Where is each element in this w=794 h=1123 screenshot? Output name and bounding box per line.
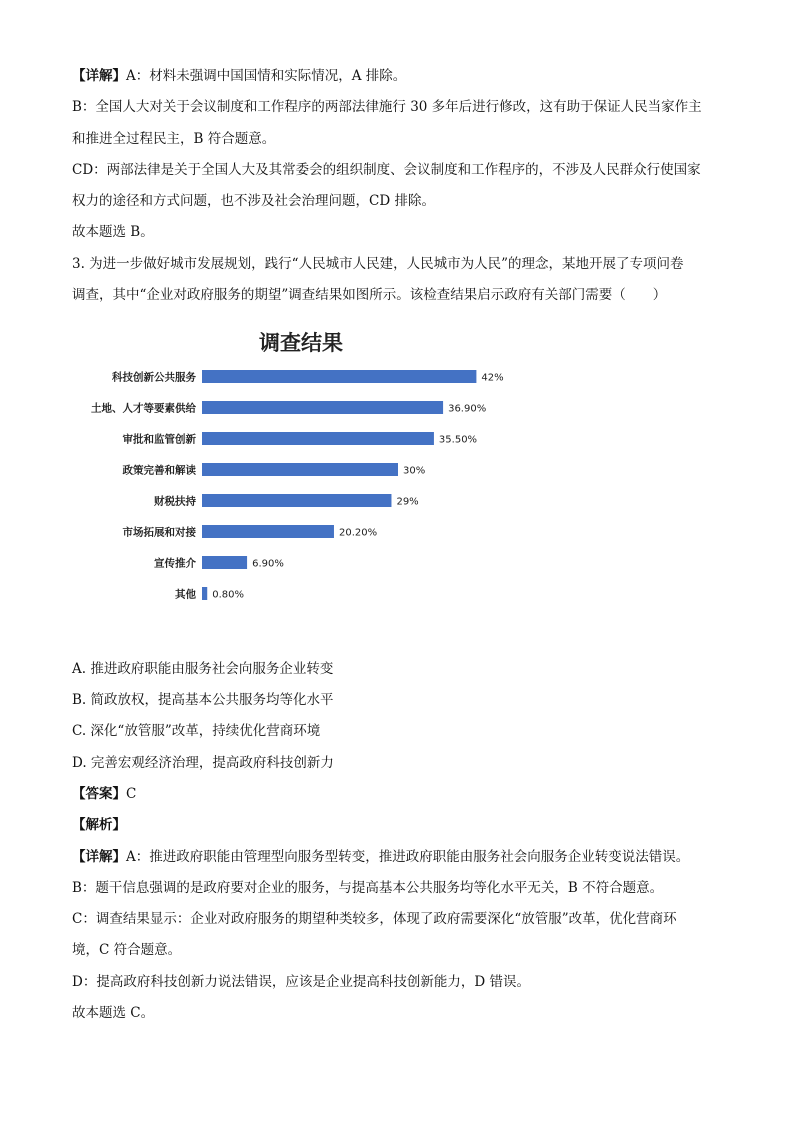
analysis-line-5: D：提高政府科技创新力说法错误，应该是企业提高科技创新能力，D 错误。: [72, 974, 530, 990]
category-label: 土地、人才等要素供给: [91, 402, 196, 415]
bar: [202, 432, 434, 445]
conclusion-line: 故本题选 B。: [72, 224, 154, 240]
category-label: 财税扶持: [154, 495, 196, 508]
data-label: 30%: [403, 465, 426, 477]
bar-group: [91, 370, 504, 601]
data-label: 20.20%: [338, 527, 378, 539]
bar: [202, 525, 334, 538]
answer-tag: 【答案】: [72, 786, 126, 802]
explanation-line-2: B：全国人大对关于会议制度和工作程序的两部法律施行 30 多年后进行修改，这有助于保证人民当家作主: [72, 99, 702, 115]
chart-title: 调查结果: [259, 331, 343, 355]
option-d: D. 完善宏观经济治理，提高政府科技创新力: [72, 755, 334, 771]
answer-value: C: [126, 786, 137, 802]
analysis-line-1: [72, 847, 689, 867]
data-label: 29%: [396, 496, 419, 508]
data-label: 36.90%: [448, 403, 487, 415]
survey-bar-chart: [76, 323, 536, 613]
bar: [202, 370, 476, 383]
category-label: 其他: [175, 588, 196, 601]
analysis-line-4: 境，C 符合题意。: [72, 942, 182, 958]
bar: [202, 494, 391, 507]
option-c: C. 深化“放管服”改革，持续优化营商环境: [72, 723, 321, 739]
bar: [202, 401, 443, 414]
data-label: 42%: [481, 372, 504, 384]
analysis-line-3: C：调查结果显示：企业对政府服务的期望种类较多，体现了政府需要深化“放管服”改革，优化营商环: [72, 911, 677, 927]
option-b: B. 简政放权，提高基本公共服务均等化水平: [72, 692, 334, 708]
category-label: 宣传推介: [154, 557, 196, 570]
answer-line: [72, 784, 136, 804]
detail-tag: 【详解】: [72, 68, 126, 84]
explanation-line-5: 权力的途径和方式问题，也不涉及社会治理问题，CD 排除。: [72, 193, 435, 209]
question-stem-line-2: 调查，其中“企业对政府服务的期望”调查结果如图所示。该检查结果启示政府有关部门需要（ ）: [72, 287, 667, 303]
option-a: A. 推进政府职能由服务社会向服务企业转变: [72, 661, 334, 677]
bar: [202, 587, 207, 600]
category-label: 科技创新公共服务: [112, 371, 196, 384]
analysis-line-2: B：题干信息强调的是政府要对企业的服务，与提高基本公共服务均等化水平无关，B 不符合题意。: [72, 880, 664, 896]
question-stem-line-1: 3. 为进一步做好城市发展规划，践行“人民城市人民建，人民城市为人民”的理念，某地开展了专项问卷: [72, 256, 684, 272]
detail-text-2: A：推进政府职能由管理型向服务型转变，推进政府职能由服务社会向服务企业转变说法错误。: [126, 849, 690, 865]
explanation-line-4: CD：两部法律是关于全国人大及其常委会的组织制度、会议制度和工作程序的，不涉及人民群众行使国家: [72, 162, 701, 178]
data-label: 6.90%: [252, 558, 284, 570]
explanation-line-1: [72, 66, 406, 86]
category-label: 政策完善和解读: [122, 464, 196, 477]
analysis-tag: 【解析】: [72, 817, 126, 833]
data-label: 0.80%: [212, 589, 245, 601]
data-label: 35.50%: [438, 434, 478, 446]
detail-tag-2: 【详解】: [72, 849, 126, 865]
bar: [202, 463, 398, 476]
final-conclusion-line: 故本题选 C。: [72, 1005, 155, 1021]
detail-text: A：材料未强调中国国情和实际情况，A 排除。: [126, 68, 407, 84]
category-label: 市场拓展和对接: [122, 526, 196, 539]
bar: [202, 556, 247, 569]
category-label: 审批和监管创新: [122, 433, 196, 446]
explanation-line-3: 和推进全过程民主，B 符合题意。: [72, 131, 276, 147]
